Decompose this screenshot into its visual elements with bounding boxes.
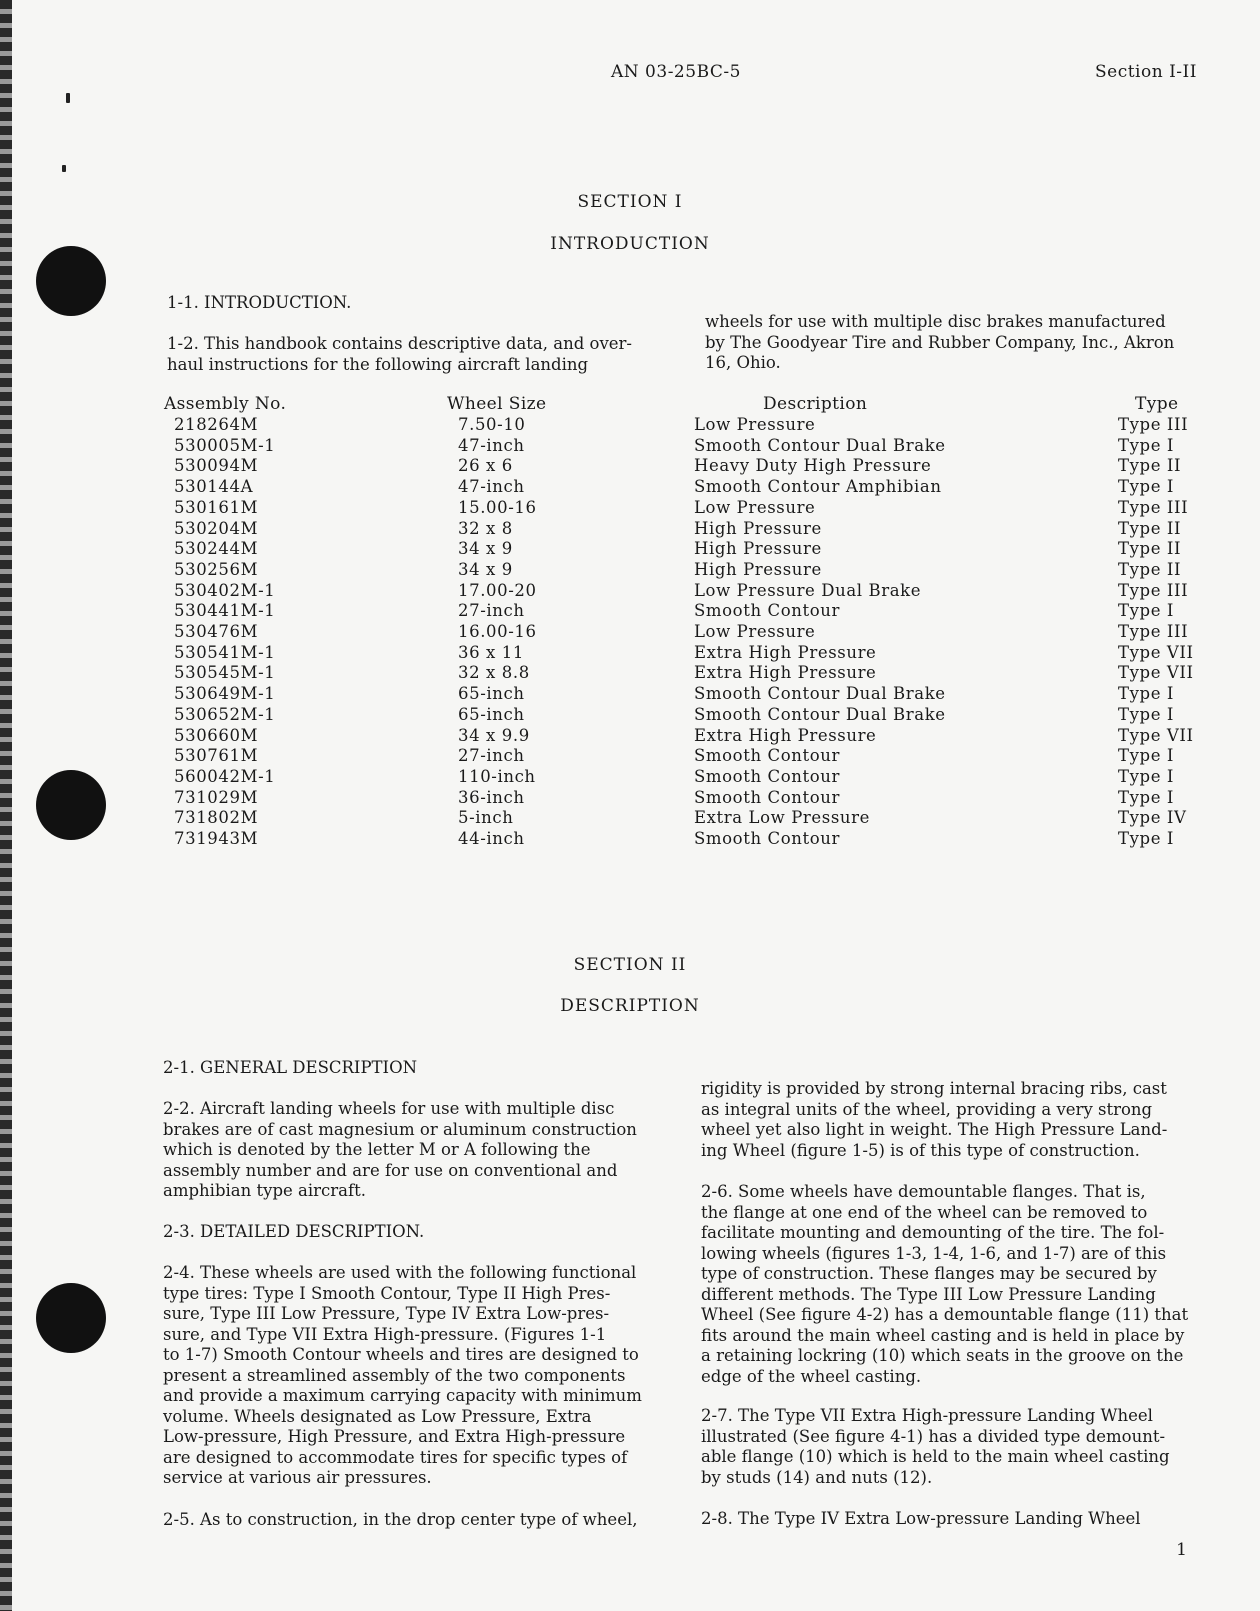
text-line: brakes are of cast magnesium or aluminum construction (163, 1119, 637, 1139)
table-row (0, 601, 1260, 622)
cell-wheel-size: 47-inch (458, 477, 525, 497)
cell-type: Type I (1118, 829, 1175, 848)
text-line: 16, Ohio. (705, 353, 781, 372)
para-2-5-start: 2-5. As to construction, in the drop center type of wheel, (163, 1510, 638, 1529)
section-2-title: DESCRIPTION (560, 996, 700, 1016)
column-header-assembly: Assembly No. (164, 394, 287, 414)
table-row (0, 456, 1260, 477)
cell-description: Heavy Duty High Pressure (694, 456, 932, 476)
cell-wheel-size: 17.00-20 (458, 580, 537, 600)
doc-number: AN 03-25BC-5 (611, 62, 741, 82)
text-line: by The Goodyear Tire and Rubber Company, Inc., Akron (705, 332, 1175, 352)
cell-description: Smooth Contour Dual Brake (694, 684, 946, 704)
cell-assembly-no: 530144A (174, 477, 254, 497)
table-row (0, 519, 1260, 540)
cell-description: Low Pressure Dual Brake (694, 580, 922, 600)
cell-description: Extra Low Pressure (694, 808, 870, 828)
text-line: volume. Wheels designated as Low Pressure, Extra (163, 1406, 592, 1426)
section-2-heading: SECTION II (573, 955, 687, 975)
cell-type: Type III (1118, 497, 1189, 517)
text-line: assembly number and are for use on conventional and (163, 1160, 618, 1180)
cell-assembly-no: 530204M (174, 518, 259, 538)
scan-speck (62, 165, 66, 172)
cell-description: Smooth Contour Dual Brake (694, 704, 946, 724)
cell-assembly-no: 731943M (174, 829, 259, 848)
text-line: service at various air pressures. (163, 1468, 432, 1487)
text-line: Low-pressure, High Pressure, and Extra High-pressure (163, 1427, 626, 1446)
text-line: edge of the wheel casting. (701, 1366, 922, 1386)
text-line: 2-2. Aircraft landing wheels for use with multiple disc (163, 1099, 615, 1118)
cell-assembly-no: 530402M-1 (174, 580, 276, 600)
cell-assembly-no: 530545M-1 (174, 663, 276, 683)
cell-assembly-no: 530761M (174, 746, 259, 766)
text-line: type of construction. These flanges may be secured by (701, 1264, 1157, 1283)
table-row (0, 746, 1260, 767)
para-2-5-continued (701, 1079, 1186, 1161)
table-row (0, 788, 1260, 809)
table-row (0, 498, 1260, 519)
cell-description: Smooth Contour Dual Brake (694, 435, 946, 455)
table-row (0, 415, 1260, 436)
cell-wheel-size: 5-inch (458, 808, 514, 828)
text-line: by studs (14) and nuts (12). (701, 1467, 933, 1487)
cell-description: Extra High Pressure (694, 642, 877, 662)
text-line: wheel yet also light in weight. The High Pressure Land- (701, 1120, 1168, 1139)
cell-wheel-size: 7.50-10 (458, 415, 526, 434)
para-1-2-left (167, 334, 647, 375)
cell-wheel-size: 32 x 8 (458, 518, 513, 538)
cell-type: Type I (1118, 704, 1175, 724)
cell-description: High Pressure (694, 539, 822, 559)
cell-type: Type VII (1118, 642, 1194, 662)
cell-type: Type I (1118, 766, 1175, 786)
punch-hole-bottom (36, 1283, 106, 1353)
table-row (0, 829, 1260, 850)
text-line: as integral units of the wheel, providing a very strong (701, 1099, 1153, 1119)
text-line: amphibian type aircraft. (163, 1181, 366, 1200)
cell-assembly-no: 218264M (174, 415, 259, 434)
table-row (0, 581, 1260, 602)
cell-description: Low Pressure (694, 497, 816, 517)
text-line: type tires: Type I Smooth Contour, Type II High Pres- (163, 1283, 611, 1303)
text-line: 1-2. This handbook contains descriptive data, and over- (167, 334, 633, 353)
text-line: fits around the main wheel casting and is held in place by (701, 1325, 1185, 1345)
cell-type: Type III (1118, 415, 1189, 434)
cell-description: High Pressure (694, 559, 822, 579)
para-2-8-start: 2-8. The Type IV Extra Low-pressure Landing Wheel (701, 1509, 1141, 1528)
punch-hole-top (36, 246, 106, 316)
cell-wheel-size: 65-inch (458, 704, 525, 724)
text-line: lowing wheels (figures 1-3, 1-4, 1-6, and 1-7) are of this (701, 1243, 1167, 1263)
scan-speck (66, 93, 70, 103)
cell-assembly-no: 530441M-1 (174, 601, 276, 621)
cell-assembly-no: 530161M (174, 497, 259, 517)
cell-type: Type II (1118, 539, 1182, 559)
cell-wheel-size: 65-inch (458, 684, 525, 704)
cell-wheel-size: 27-inch (458, 746, 525, 766)
table-row (0, 663, 1260, 684)
cell-type: Type VII (1118, 725, 1194, 745)
para-2-4 (163, 1263, 645, 1489)
cell-assembly-no: 530652M-1 (174, 704, 276, 724)
text-line: illustrated (See figure 4-1) has a divided type demount- (701, 1426, 1166, 1446)
text-line: facilitate mounting and demounting of the tire. The fol- (701, 1223, 1165, 1242)
cell-assembly-no: 530541M-1 (174, 642, 276, 662)
cell-description: Extra High Pressure (694, 725, 877, 745)
text-line: sure, and Type VII Extra High-pressure. (Figures 1-1 (163, 1324, 607, 1344)
section-ref: Section I-II (1095, 62, 1197, 82)
cell-type: Type I (1118, 684, 1175, 704)
cell-wheel-size: 27-inch (458, 601, 525, 621)
cell-assembly-no: 530005M-1 (174, 435, 276, 455)
cell-description: Smooth Contour (694, 601, 840, 621)
cell-assembly-no: 530660M (174, 725, 259, 745)
section-1-title: INTRODUCTION (550, 234, 710, 254)
table-row (0, 560, 1260, 581)
cell-description: High Pressure (694, 518, 822, 538)
para-2-1-heading: 2-1. GENERAL DESCRIPTION (163, 1058, 418, 1077)
cell-wheel-size: 36-inch (458, 787, 525, 807)
cell-wheel-size: 26 x 6 (458, 456, 513, 476)
table-row (0, 477, 1260, 498)
text-line: are designed to accommodate tires for specific types of (163, 1447, 628, 1467)
table-row (0, 643, 1260, 664)
text-line: 2-4. These wheels are used with the following functional (163, 1263, 637, 1282)
cell-wheel-size: 34 x 9 (458, 559, 513, 579)
table-row (0, 622, 1260, 643)
table-row (0, 726, 1260, 747)
cell-description: Low Pressure (694, 415, 816, 434)
cell-wheel-size: 34 x 9.9 (458, 725, 530, 745)
text-line: and provide a maximum carrying capacity with minimum (163, 1386, 642, 1405)
cell-wheel-size: 32 x 8.8 (458, 663, 530, 683)
table-row (0, 539, 1260, 560)
text-line: able flange (10) which is held to the main wheel casting (701, 1447, 1170, 1466)
cell-assembly-no: 530094M (174, 456, 259, 476)
para-1-2-right (705, 312, 1190, 374)
cell-assembly-no: 530476M (174, 622, 259, 641)
cell-wheel-size: 110-inch (458, 766, 536, 786)
cell-type: Type IV (1118, 808, 1187, 828)
text-line: to 1-7) Smooth Contour wheels and tires are designed to (163, 1345, 639, 1364)
cell-description: Extra High Pressure (694, 663, 877, 683)
cell-description: Smooth Contour (694, 787, 840, 807)
cell-description: Low Pressure (694, 622, 816, 641)
cell-assembly-no: 560042M-1 (174, 766, 276, 786)
text-line: wheels for use with multiple disc brakes manufactured (705, 312, 1166, 331)
text-line: ing Wheel (figure 1-5) is of this type of construction. (701, 1140, 1140, 1160)
cell-wheel-size: 47-inch (458, 435, 525, 455)
text-line: 2-6. Some wheels have demountable flanges. That is, (701, 1182, 1146, 1201)
cell-type: Type I (1118, 477, 1175, 497)
table-row (0, 808, 1260, 829)
cell-description: Smooth Contour Amphibian (694, 477, 942, 497)
cell-description: Smooth Contour (694, 746, 840, 766)
cell-assembly-no: 530256M (174, 559, 259, 579)
cell-wheel-size: 36 x 11 (458, 642, 524, 662)
cell-type: Type II (1118, 456, 1182, 476)
cell-wheel-size: 34 x 9 (458, 539, 513, 559)
text-line: different methods. The Type III Low Pressure Landing (701, 1284, 1156, 1304)
table-row (0, 705, 1260, 726)
para-2-2 (163, 1099, 645, 1202)
cell-description: Smooth Contour (694, 766, 840, 786)
cell-assembly-no: 530244M (174, 539, 259, 559)
text-line: which is denoted by the letter M or A following the (163, 1140, 591, 1159)
cell-assembly-no: 731029M (174, 787, 259, 807)
table-row (0, 436, 1260, 457)
page-number: 1 (1176, 1540, 1187, 1560)
cell-type: Type I (1118, 435, 1175, 455)
section-1-heading: SECTION I (577, 192, 683, 212)
cell-wheel-size: 44-inch (458, 829, 525, 848)
cell-type: Type I (1118, 746, 1175, 766)
column-header-type: Type (1135, 394, 1179, 414)
cell-type: Type I (1118, 787, 1175, 807)
cell-type: Type I (1118, 601, 1175, 621)
text-line: sure, Type III Low Pressure, Type IV Extra Low-pres- (163, 1304, 610, 1323)
column-header-wheel-size: Wheel Size (447, 394, 547, 414)
text-line: haul instructions for the following aircraft landing (167, 354, 589, 374)
column-header-description: Description (763, 394, 868, 414)
table-row (0, 684, 1260, 705)
cell-assembly-no: 731802M (174, 808, 259, 828)
cell-type: Type II (1118, 518, 1182, 538)
para-1-1-heading: 1-1. INTRODUCTION. (167, 293, 352, 312)
text-line: present a streamlined assembly of the two components (163, 1365, 626, 1385)
table-row (0, 767, 1260, 788)
cell-wheel-size: 15.00-16 (458, 497, 537, 517)
cell-type: Type VII (1118, 663, 1194, 683)
para-2-3-heading: 2-3. DETAILED DESCRIPTION. (163, 1222, 425, 1241)
cell-description: Smooth Contour (694, 829, 840, 848)
text-line: rigidity is provided by strong internal bracing ribs, cast (701, 1079, 1167, 1098)
text-line: 2-7. The Type VII Extra High-pressure Landing Wheel (701, 1406, 1153, 1425)
cell-type: Type III (1118, 580, 1189, 600)
cell-type: Type III (1118, 622, 1189, 641)
cell-type: Type II (1118, 559, 1182, 579)
para-2-6 (701, 1182, 1189, 1387)
text-line: the flange at one end of the wheel can be removed to (701, 1202, 1148, 1222)
cell-wheel-size: 16.00-16 (458, 622, 537, 641)
text-line: Wheel (See figure 4-2) has a demountable flange (11) that (701, 1305, 1189, 1324)
cell-assembly-no: 530649M-1 (174, 684, 276, 704)
text-line: a retaining lockring (10) which seats in the groove on the (701, 1346, 1184, 1365)
para-2-7 (701, 1406, 1186, 1488)
